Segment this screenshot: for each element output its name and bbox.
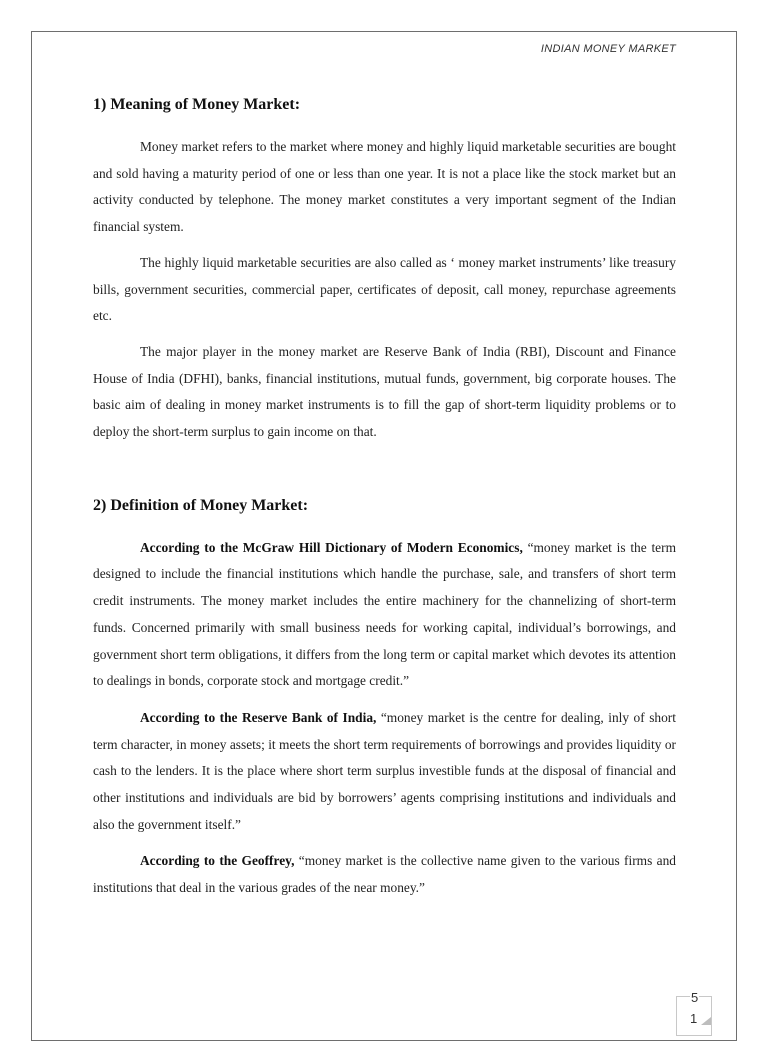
definition-paragraph [93, 535, 676, 695]
definition-paragraph [93, 848, 676, 901]
definition-text: “money market is the centre for dealing, inly of short term character, in money assets; it meets the short term requirements of borrowings and provides liquidity or cash to the lenders. It is the place where short term surplus investible funds at the disposal of financial and other institutions and individuals are bid by borrowers’ agents comprising institutions and individuals and also the government itself.” [93, 709, 676, 832]
running-header: INDIAN MONEY MARKET [540, 43, 676, 55]
definition-text: “money market is the term designed to include the financial institutions which handle the purchase, sale, and transfers of short term credit instruments. The money market includes the entire machinery for the channelizing of short-term funds. Concerned primarily with small business needs for working capital, individual’s borrowings, and government short term obligations, it differs from the long term or capital market which devotes its attention to dealings in bonds, corporate stock and mortgage credit.” [93, 539, 676, 689]
definition-source: According to the McGraw Hill Dictionary of Modern Economics, [140, 539, 523, 555]
page-number-top: 5 [691, 990, 699, 1005]
definition-text: “money market is the collective name given to the various firms and institutions that deal in the various grades of the near money.” [93, 853, 676, 896]
definition-source: According to the Geoffrey, [140, 853, 295, 869]
paragraph: The major player in the money market are Reserve Bank of India (RBI), Discount and Finance House of India (DFHI), banks, financial institutions, mutual funds, government, big corporate houses. The basic aim of dealing in money market instruments is to fill the gap of short-term liquidity problems or to deploy the short-term surplus to gain income on that. [93, 343, 676, 440]
section-heading-definition: 2) Definition of Money Market: [93, 496, 309, 514]
paragraph: The highly liquid marketable securities are also called as ‘ money market instruments’ like treasury bills, government securities, commercial paper, certificates of deposit, call money, repurchase agreements etc. [93, 254, 676, 324]
paragraph: Money market refers to the market where money and highly liquid marketable securities are bought and sold having a maturity period of one or less than one year. It is not a place like the stock market but an activity conducted by telephone. The money market constitutes a very important segment of the Indian financial system. [93, 139, 676, 235]
section-heading-meaning: 1) Meaning of Money Market: [93, 96, 301, 113]
definition-source: According to the Reserve Bank of India, [140, 709, 377, 725]
document-body [93, 92, 676, 902]
page-number-box [676, 990, 712, 1036]
page-number-bottom: 1 [690, 1011, 698, 1026]
definition-paragraph [93, 705, 676, 839]
